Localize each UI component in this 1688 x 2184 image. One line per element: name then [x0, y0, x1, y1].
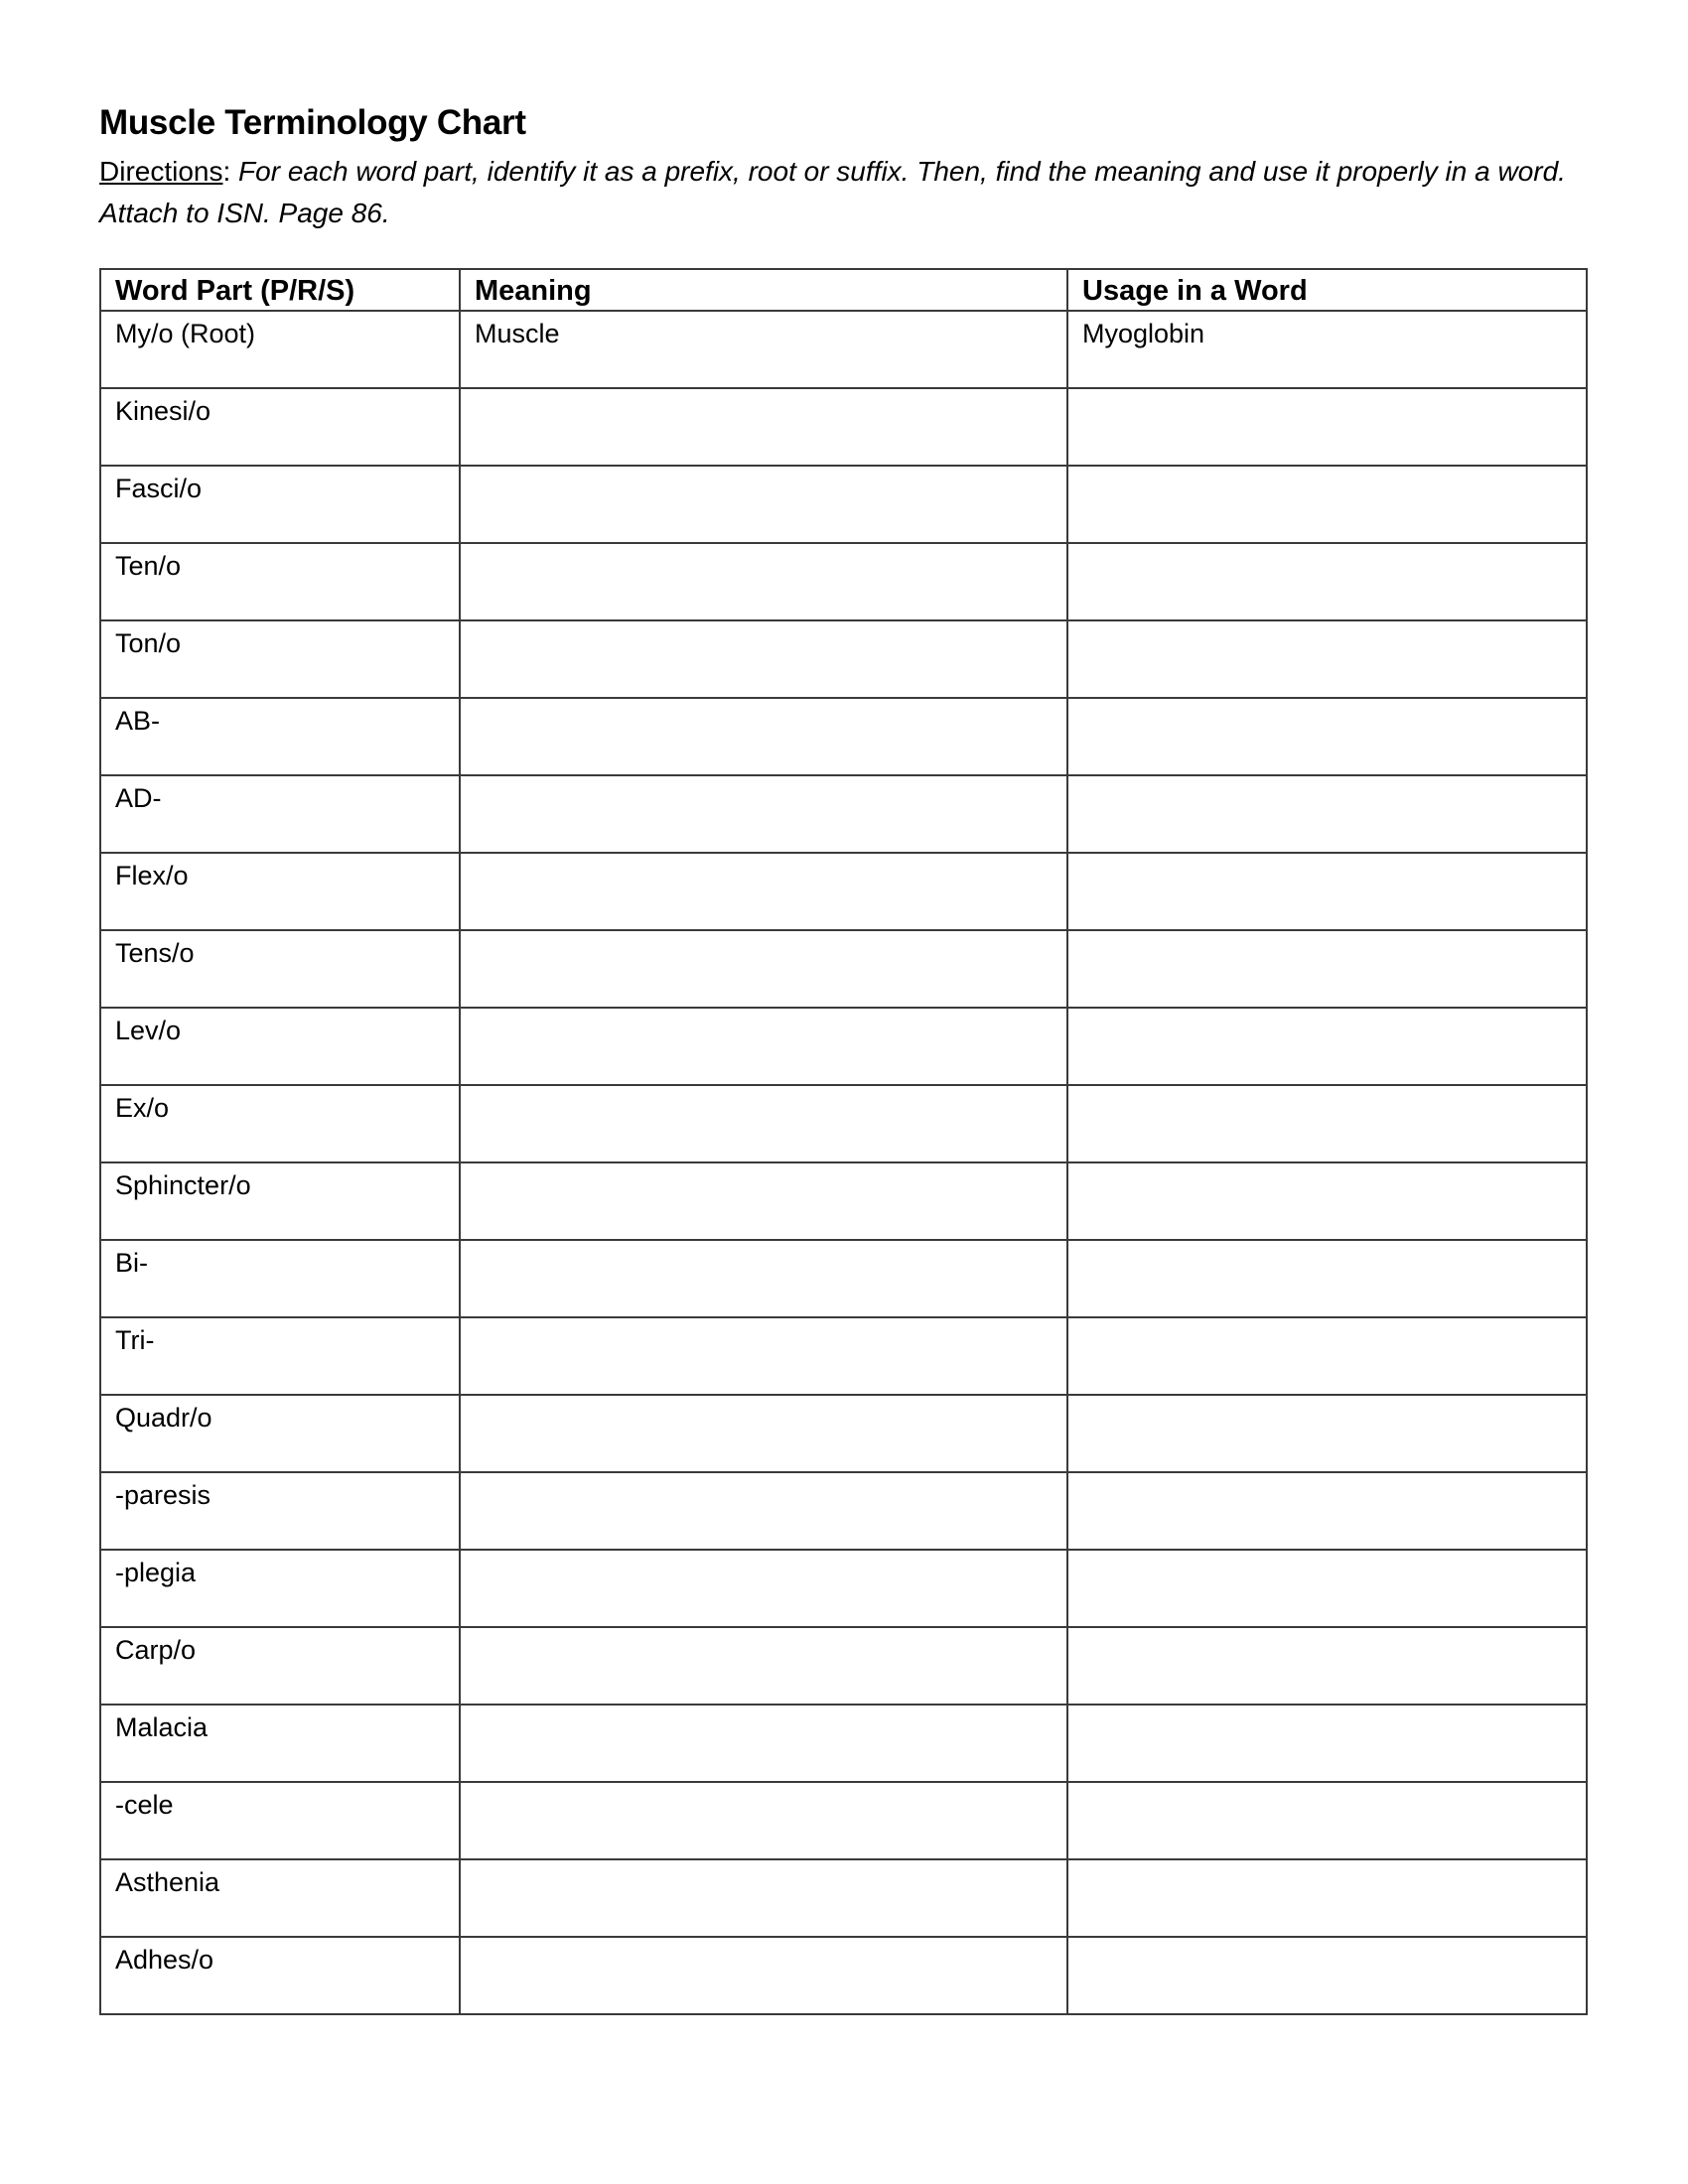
usage-cell[interactable] [1067, 1859, 1587, 1937]
word-part-cell: Ton/o [100, 620, 460, 698]
meaning-cell[interactable] [460, 1627, 1067, 1705]
word-part-cell: My/o (Root) [100, 311, 460, 388]
usage-cell[interactable] [1067, 1317, 1587, 1395]
directions-text: For each word part, identify it as a prefix, root or suffix. Then, find the meaning and use it properly in a word. Attach to ISN. Page 86. [99, 156, 1566, 228]
usage-cell[interactable] [1067, 1008, 1587, 1085]
usage-cell[interactable] [1067, 1085, 1587, 1162]
table-row [100, 620, 1587, 698]
usage-cell[interactable] [1067, 1937, 1587, 2014]
table-row [100, 775, 1587, 853]
header-usage: Usage in a Word [1067, 269, 1587, 311]
usage-cell[interactable] [1067, 1705, 1587, 1782]
usage-cell[interactable] [1067, 388, 1587, 466]
table-row [100, 388, 1587, 466]
table-row [100, 1627, 1587, 1705]
usage-cell[interactable] [1067, 1627, 1587, 1705]
table-row [100, 1162, 1587, 1240]
table-row [100, 311, 1587, 388]
meaning-cell[interactable] [460, 698, 1067, 775]
word-part-cell: Adhes/o [100, 1937, 460, 2014]
table-row [100, 698, 1587, 775]
meaning-cell[interactable] [460, 853, 1067, 930]
table-row [100, 1937, 1587, 2014]
header-meaning: Meaning [460, 269, 1067, 311]
table-row [100, 543, 1587, 620]
usage-cell[interactable] [1067, 1162, 1587, 1240]
usage-cell[interactable] [1067, 1472, 1587, 1550]
word-part-cell: Ex/o [100, 1085, 460, 1162]
usage-cell[interactable] [1067, 543, 1587, 620]
usage-cell[interactable] [1067, 930, 1587, 1008]
word-part-cell: Lev/o [100, 1008, 460, 1085]
usage-cell[interactable] [1067, 620, 1587, 698]
word-part-cell: Quadr/o [100, 1395, 460, 1472]
table-row [100, 1317, 1587, 1395]
meaning-cell[interactable] [460, 1472, 1067, 1550]
word-part-cell: Malacia [100, 1705, 460, 1782]
usage-cell[interactable] [1067, 853, 1587, 930]
usage-cell[interactable]: Myoglobin [1067, 311, 1587, 388]
word-part-cell: -paresis [100, 1472, 460, 1550]
word-part-cell: AD- [100, 775, 460, 853]
word-part-cell: Kinesi/o [100, 388, 460, 466]
meaning-cell[interactable] [460, 1859, 1067, 1937]
meaning-cell[interactable] [460, 620, 1067, 698]
meaning-cell[interactable] [460, 1550, 1067, 1627]
meaning-cell[interactable] [460, 1162, 1067, 1240]
table-row [100, 1008, 1587, 1085]
table-row [100, 1782, 1587, 1859]
word-part-cell: AB- [100, 698, 460, 775]
meaning-cell[interactable] [460, 1782, 1067, 1859]
page-title: Muscle Terminology Chart [99, 103, 526, 142]
table-row [100, 1859, 1587, 1937]
meaning-cell[interactable] [460, 1240, 1067, 1317]
table-header-row [100, 269, 1587, 311]
word-part-cell: Sphincter/o [100, 1162, 460, 1240]
word-part-cell: Ten/o [100, 543, 460, 620]
word-part-cell: Fasci/o [100, 466, 460, 543]
usage-cell[interactable] [1067, 698, 1587, 775]
meaning-cell[interactable] [460, 1085, 1067, 1162]
meaning-cell[interactable] [460, 1937, 1067, 2014]
word-part-cell: Tens/o [100, 930, 460, 1008]
table-row [100, 1705, 1587, 1782]
directions-label: Directions [99, 156, 223, 187]
word-part-cell: Tri- [100, 1317, 460, 1395]
word-part-cell: Carp/o [100, 1627, 460, 1705]
directions [99, 151, 1589, 234]
word-part-cell: Bi- [100, 1240, 460, 1317]
meaning-cell[interactable] [460, 1008, 1067, 1085]
word-part-cell: Flex/o [100, 853, 460, 930]
table-row [100, 1472, 1587, 1550]
meaning-cell[interactable] [460, 1317, 1067, 1395]
meaning-cell[interactable] [460, 388, 1067, 466]
usage-cell[interactable] [1067, 1395, 1587, 1472]
table-row [100, 1395, 1587, 1472]
meaning-cell[interactable] [460, 775, 1067, 853]
terminology-table [99, 268, 1588, 2015]
table-row [100, 930, 1587, 1008]
meaning-cell[interactable] [460, 1395, 1067, 1472]
word-part-cell: Asthenia [100, 1859, 460, 1937]
word-part-cell: -cele [100, 1782, 460, 1859]
meaning-cell[interactable]: Muscle [460, 311, 1067, 388]
table-body [100, 311, 1587, 2014]
meaning-cell[interactable] [460, 466, 1067, 543]
usage-cell[interactable] [1067, 1550, 1587, 1627]
usage-cell[interactable] [1067, 1782, 1587, 1859]
meaning-cell[interactable] [460, 1705, 1067, 1782]
table-row [100, 466, 1587, 543]
usage-cell[interactable] [1067, 1240, 1587, 1317]
word-part-cell: -plegia [100, 1550, 460, 1627]
meaning-cell[interactable] [460, 543, 1067, 620]
usage-cell[interactable] [1067, 775, 1587, 853]
table-row [100, 1240, 1587, 1317]
directions-colon: : [222, 156, 239, 187]
table-row [100, 853, 1587, 930]
meaning-cell[interactable] [460, 930, 1067, 1008]
worksheet-page [99, 99, 1589, 1975]
header-word-part: Word Part (P/R/S) [100, 269, 460, 311]
table-row [100, 1085, 1587, 1162]
usage-cell[interactable] [1067, 466, 1587, 543]
table-row [100, 1550, 1587, 1627]
